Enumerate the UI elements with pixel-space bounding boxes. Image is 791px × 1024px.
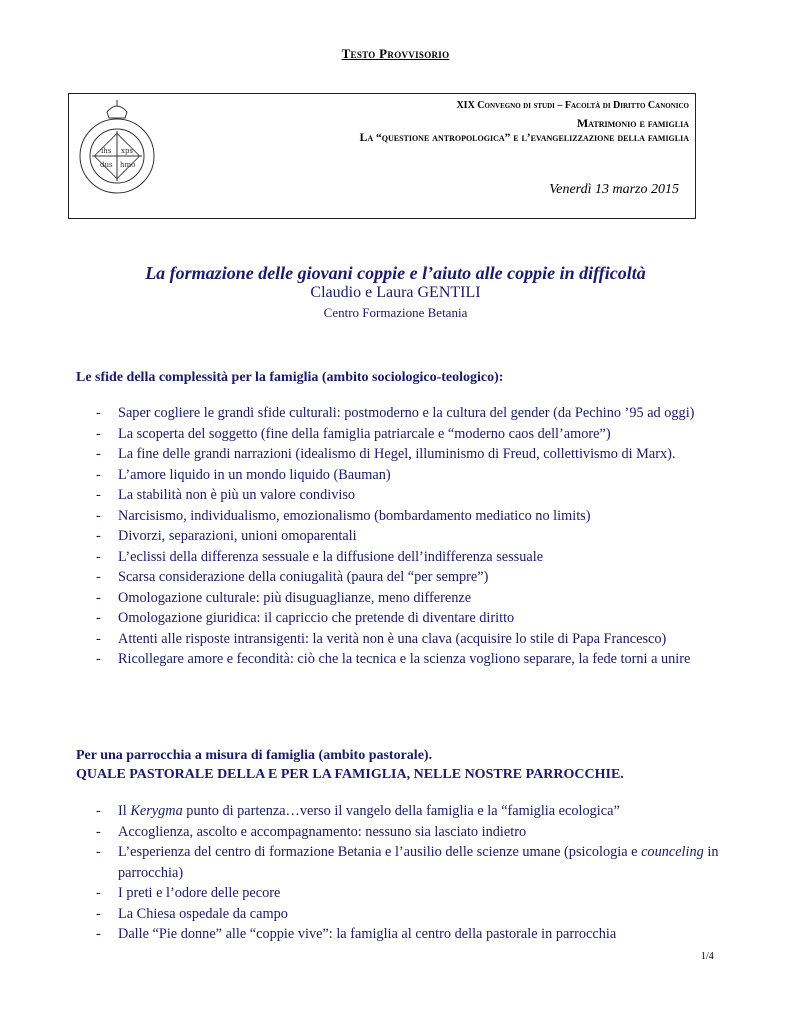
conference-theme: Matrimonio e famiglia: [576, 116, 689, 130]
list-item: - Ricollegare amore e fecondità: ciò che la tecnica e la scienza vogliono separare, la fede torni a unire: [96, 651, 691, 667]
list-item: - Omologazione giuridica: il capriccio che pretende di diventare diritto: [96, 610, 515, 626]
list-item: - Accoglienza, ascolto e accompagnamento: nessuno sia lasciato indietro: [96, 823, 527, 840]
conference-subtheme: La “questione antropologica” e l’evangelizzazione della famiglia: [359, 132, 689, 144]
svg-text:ihs: ihs: [101, 147, 112, 155]
list-item: - La stabilità non è più un valore condiviso: [96, 487, 356, 503]
list-item: - Attenti alle risposte intransigenti: la verità non è una clava (acquisire lo stile di Papa Francesco): [96, 630, 667, 647]
pastoral-list: [96, 801, 726, 945]
conference-date: Venerdì 13 marzo 2015: [549, 182, 679, 197]
document-status-label: Testo Provvisorio: [341, 46, 450, 61]
list-item: - Dalle “Pie donne” alle “coppie vive”: la famiglia al centro della pastorale in parrocchia: [96, 926, 617, 942]
section-heading-pastoral: Per una parrocchia a misura di famiglia (ambito pastorale).: [76, 748, 433, 763]
convegno-title: XIX Convegno di studi – Facoltà di Diritto Canonico: [456, 100, 689, 111]
list-item: - Narcisismo, individualismo, emozionalismo (bombardamento mediatico no limits): [96, 507, 591, 524]
conference-header-box: [68, 93, 696, 219]
list-item: - Omologazione culturale: più disuguaglianze, meno differenze: [96, 589, 472, 606]
list-item: - Divorzi, separazioni, unioni omoparentali: [96, 528, 357, 544]
talk-authors: Claudio e Laura GENTILI: [310, 284, 481, 301]
list-item: - L’amore liquido in un mondo liquido (Bauman): [96, 466, 391, 483]
list-item: - Il Kerygma punto di partenza…verso il vangelo della famiglia e la “famiglia ecologica”: [96, 803, 620, 819]
list-item: - Saper cogliere le grandi sfide culturali: postmoderno e la cultura del gender (da Pechino ’95 ad oggi): [96, 405, 695, 421]
list-item: - L’eclissi della differenza sessuale e la diffusione dell’indifferenza sessuale: [96, 548, 544, 565]
svg-text:hmo: hmo: [120, 161, 136, 169]
section-heading-challenges: Le sfide della complessità per la famiglia (ambito sociologico-teologico):: [76, 370, 504, 385]
list-item: - L’esperienza del centro di formazione Betania e l’ausilio delle scienze umane (psicologia e counceling in parrocchia): [96, 844, 719, 881]
section-subheading-pastoral: QUALE PASTORALE DELLA E PER LA FAMIGLIA, NELLE NOSTRE PARROCCHIE.: [76, 767, 624, 782]
challenges-list: [96, 403, 726, 670]
university-seal-icon: [73, 98, 161, 194]
list-item: - Scarsa considerazione della coniugalità (paura del “per sempre”): [96, 569, 489, 585]
list-item: - La fine delle grandi narrazioni (idealismo di Hegel, illuminismo di Freud, collettivismo di Marx).: [96, 446, 676, 462]
list-item: - La Chiesa ospedale da campo: [96, 905, 288, 922]
page-number: 1/4: [701, 951, 714, 962]
svg-text:dus: dus: [100, 161, 113, 169]
list-item: - I preti e l’odore delle pecore: [96, 885, 281, 901]
talk-title: La formazione delle giovani coppie e l’aiuto alle coppie in difficoltà: [145, 263, 646, 283]
svg-text:xps: xps: [121, 147, 134, 155]
list-item: - La scoperta del soggetto (fine della famiglia patriarcale e “moderno caos dell’amore”): [96, 425, 611, 442]
authors-affiliation: Centro Formazione Betania: [323, 305, 468, 320]
